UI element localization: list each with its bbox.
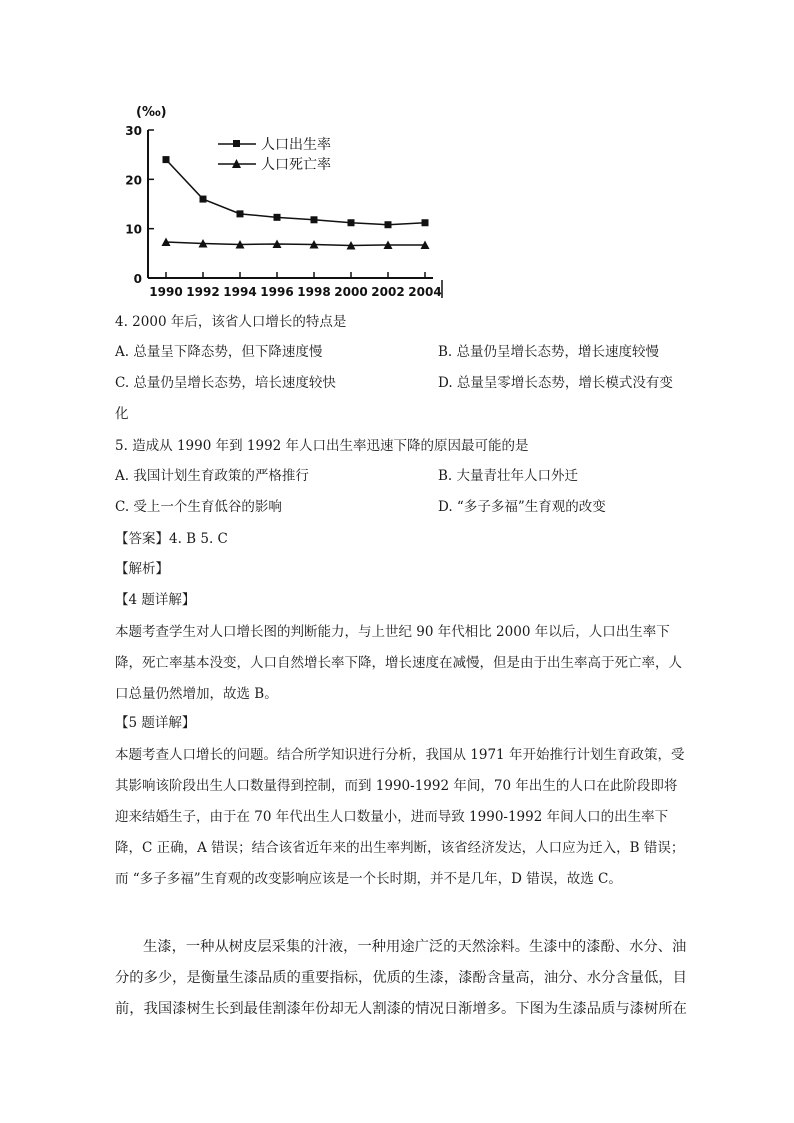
chart-legend	[218, 136, 331, 173]
y-tick-label: 10	[125, 222, 142, 237]
x-tick-label: 2000	[334, 285, 368, 299]
q5-stem: 5. 造成从 1990 年到 1992 年人口出生率迅速下降的原因最可能的是	[115, 438, 529, 454]
x-tick-label: 1990	[149, 285, 183, 299]
birth-rate-point	[237, 210, 244, 217]
passage-text: 生漆，一种从树皮层采集的汁液，一种用途广泛的天然涂料。生漆中的漆酚、水分、油分的多少，是衡量生漆品质的重要指标，优质的生漆，漆酚含量高，油分、水分含量低，目前，我国漆树生长到最佳割漆年份却无人割漆的情况日渐增多。下图为生漆品质与漆树所在	[115, 939, 687, 1017]
q5-detail-title: 【5 题详解】	[115, 715, 196, 731]
birth-rate-point	[422, 219, 429, 226]
birth-rate-point	[163, 156, 170, 163]
legend-death-rate: 人口死亡率	[261, 157, 331, 173]
q4-detail-text: 本题考查学生对人口增长图的判断能力，与上世纪 90 年代相比 2000 年以后，人口出生率下降，死亡率基本没变，人口自然增长率下降，增长速度在减慢，但是由于出生率高于死亡率，人口总量仍然增加，故选 B。	[115, 624, 682, 702]
birth-rate-point	[274, 214, 281, 221]
q4-option-d: D. 总量呈零增长态势，增长模式没有变	[438, 375, 673, 391]
legend-square-marker	[233, 140, 240, 147]
legend-birth-rate: 人口出生率	[261, 137, 331, 153]
q4-option-c: C. 总量仍呈增长态势，培长速度较快	[115, 375, 336, 391]
x-tick-label: 1992	[186, 285, 220, 299]
q4-detail-title: 【4 题详解】	[115, 592, 196, 608]
chart-unit-label: (‰)	[136, 105, 167, 120]
q4-option-b: B. 总量仍呈增长态势，增长速度较慢	[438, 344, 660, 360]
birth-rate-point	[385, 221, 392, 228]
q5-option-c: C. 受上一个生育低谷的影响	[115, 499, 282, 515]
birth-rate-point	[311, 216, 318, 223]
y-tick-label: 20	[125, 173, 142, 188]
x-tick-label: 2002	[371, 285, 405, 299]
y-tick-label: 30	[125, 124, 142, 138]
x-tick-label: 2004	[408, 285, 442, 299]
q4-stem: 4. 2000 年后，该省人口增长的特点是	[115, 314, 347, 330]
q5-detail-text: 本题考查人口增长的问题。结合所学知识进行分析，我国从 1971 年开始推行计划生育政策，受其影响该阶段出生人口数量得到控制，而到 1990-1992 年间，70 年出生的人口在此阶段即将迎来结婚生子，由于在 70 年代出生人口数量小，进而导致 1990-1992 年间人口的出生率下降，C 正确，A 错误；结合该省近年来的出生率判断，该省经济发达，人口应为迁入，B 错误；而 “多子多福”生育观的改变影响应该是一个长时期，并不是几年，D 错误，故选 C。	[115, 747, 685, 887]
q5-option-d: D. “多子多福”生育观的改变	[438, 499, 606, 515]
y-tick-label: 0	[133, 272, 142, 286]
x-tick-label: 1998	[297, 285, 331, 299]
q4-option-d-continued: 化	[115, 406, 129, 422]
q4-option-a: A. 总量呈下降态势，但下降速度慢	[115, 344, 323, 360]
q5-option-a: A. 我国计划生育政策的严格推行	[115, 468, 309, 484]
q5-option-b: B. 大量青壮年人口外迁	[438, 468, 579, 484]
birth-rate-point	[200, 196, 207, 203]
population-rate-chart	[125, 100, 458, 305]
x-tick-label: 1996	[260, 285, 294, 299]
analysis-title: 【解析】	[115, 561, 169, 577]
x-tick-label: 1994	[223, 285, 257, 299]
birth-rate-point	[348, 219, 355, 226]
answer-line: 【答案】4. B 5. C	[115, 531, 228, 547]
